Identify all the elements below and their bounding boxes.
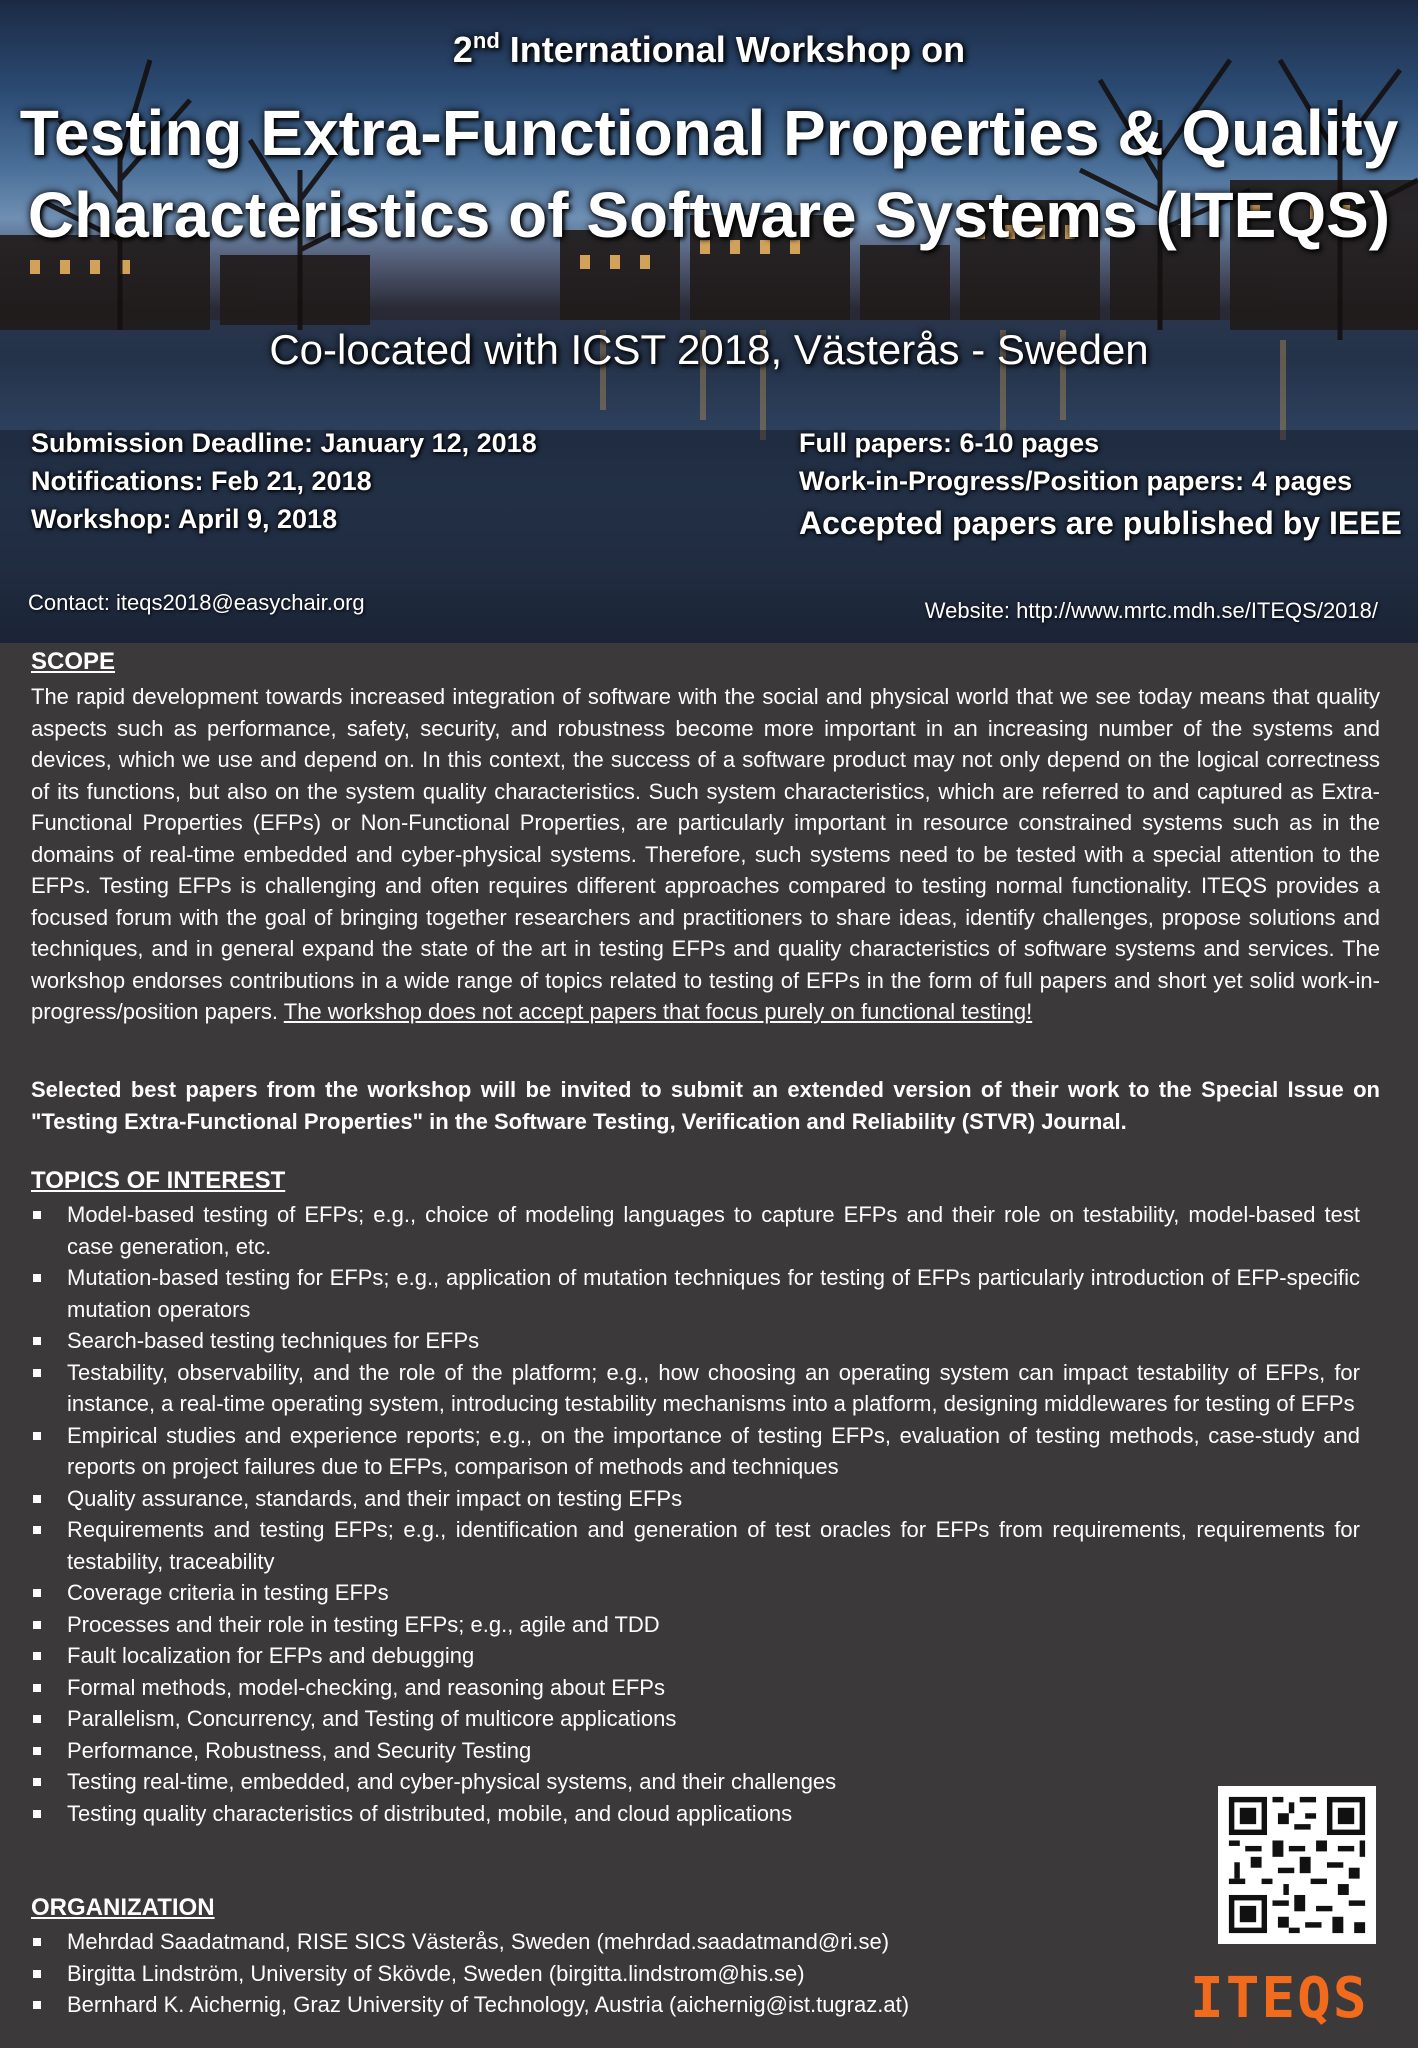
qr-code-image	[1218, 1786, 1376, 1944]
workshop-date: Workshop: April 9, 2018	[31, 504, 338, 534]
topic-item-text: Testing real-time, embedded, and cyber-physical systems, and their challenges	[67, 1769, 837, 1794]
topic-item-text: Formal methods, model-checking, and reasoning about EFPs	[67, 1674, 665, 1700]
topic-item	[31, 1483, 1360, 1515]
topic-item-text: Performance, Robustness, and Security Testing	[67, 1737, 532, 1763]
topic-item-text: Coverage criteria in testing EFPs	[67, 1580, 389, 1605]
colocated-note: Co-located with ICST 2018, Västerås - Sweden	[269, 326, 1149, 373]
bullet-icon	[33, 1652, 41, 1660]
topic-item	[31, 1609, 1360, 1641]
organizer-item-text: Birgitta Lindström, University of Skövde, Sweden (birgitta.lindstrom@his.se)	[67, 1960, 805, 1986]
topic-item	[31, 1672, 1360, 1704]
qr-code[interactable]	[1218, 1786, 1376, 1944]
topic-item	[31, 1325, 1360, 1357]
bullet-icon	[33, 1970, 41, 1978]
topic-item	[31, 1766, 1360, 1798]
topic-item	[31, 1577, 1360, 1609]
organizer-item	[31, 1958, 1360, 1990]
topic-item	[31, 1262, 1360, 1325]
topic-item	[31, 1640, 1360, 1672]
bullet-icon	[33, 1432, 41, 1440]
special-issue-note: Selected best papers from the workshop will be invited to submit an extended version of their work to the Special Issue on "Testing Extra-Functional Properties" in the Software Testing, Verification and Reliability (STVR) Journal.	[31, 1077, 1380, 1134]
paper-info	[799, 424, 1402, 546]
organizer-item-text: Mehrdad Saadatmand, RISE SICS Västerås, Sweden (mehrdad.saadatmand@ri.se)	[67, 1929, 890, 1954]
topic-item	[31, 1703, 1360, 1735]
bullet-icon	[33, 1810, 41, 1818]
notification-date: Notifications: Feb 21, 2018	[31, 466, 372, 496]
topic-item-text: Model-based testing of EFPs; e.g., choice of modeling languages to capture EFPs and their role on testability, model-based test case generation, etc.	[67, 1202, 1360, 1259]
bullet-icon	[33, 1621, 41, 1629]
website-link[interactable]: Website: http://www.mrtc.mdh.se/ITEQS/2018/	[924, 598, 1378, 623]
ieee-note: Accepted papers are published by IEEE	[799, 505, 1402, 541]
bullet-icon	[33, 1778, 41, 1786]
bullet-icon	[33, 2001, 41, 2009]
topic-item	[31, 1420, 1360, 1483]
page-title: Testing Extra-Functional Properties & Quality Characteristics of Software Systems (ITEQS)	[19, 97, 1399, 251]
bullet-icon	[33, 1274, 41, 1282]
important-dates	[31, 424, 537, 538]
full-papers-length: Full papers: 6-10 pages	[799, 428, 1100, 458]
topic-item	[31, 1514, 1360, 1577]
workshop-edition: 2nd International Workshop on	[452, 28, 966, 70]
bullet-icon	[33, 1369, 41, 1377]
bullet-icon	[33, 1589, 41, 1597]
scope-heading: SCOPE	[31, 648, 116, 675]
topic-item	[31, 1735, 1360, 1767]
wip-papers-length: Work-in-Progress/Position papers: 4 pages	[799, 466, 1353, 496]
organizer-item	[31, 1989, 1360, 2021]
bullet-icon	[33, 1938, 41, 1946]
topic-item	[31, 1199, 1360, 1262]
topic-item-text: Quality assurance, standards, and their impact on testing EFPs	[67, 1485, 683, 1511]
topic-item-text: Processes and their role in testing EFPs; e.g., agile and TDD	[67, 1611, 660, 1637]
organizer-item-text: Bernhard K. Aichernig, Graz University of Technology, Austria (aichernig@ist.tugraz.at)	[67, 1992, 910, 2017]
bullet-icon	[33, 1684, 41, 1692]
topic-item-text: Requirements and testing EFPs; e.g., identification and generation of test oracles for EFPs from requirements, requirements for testability, traceability	[67, 1517, 1360, 1574]
iteqs-logo: ITEQS	[1190, 1966, 1369, 2031]
functional-testing-note: The workshop does not accept papers that focus purely on functional testing!	[283, 999, 1033, 1024]
bullet-icon	[33, 1337, 41, 1345]
topic-item-text: Empirical studies and experience reports; e.g., on the importance of testing EFPs, evaluation of testing methods, case-study and reports on project failures due to EFPs, comparison of methods and techniques	[67, 1422, 1360, 1479]
contact-email[interactable]: Contact: iteqs2018@easychair.org	[28, 590, 365, 615]
topic-item	[31, 1357, 1360, 1420]
bullet-icon	[33, 1526, 41, 1534]
topic-item-text: Mutation-based testing for EFPs; e.g., application of mutation techniques for testing of EFPs particularly introduction of EFP-specific mutation operators	[67, 1265, 1360, 1322]
bullet-icon	[33, 1211, 41, 1219]
topic-item	[31, 1798, 1360, 1830]
topic-item-text: Search-based testing techniques for EFPs	[67, 1328, 480, 1353]
topics-list	[31, 1199, 1360, 1829]
topics-heading: TOPICS OF INTEREST	[31, 1167, 286, 1194]
bullet-icon	[33, 1747, 41, 1755]
header-photo	[0, 0, 1418, 643]
organizers-list	[31, 1926, 1360, 2021]
topic-item-text: Testability, observability, and the role of the platform; e.g., how choosing an operating system can impact testability of EFPs, for instance, a real-time operating system, introducing testability mechanisms into a platform, designing middlewares for testing of EFPs	[67, 1359, 1360, 1416]
submission-deadline: Submission Deadline: January 12, 2018	[31, 428, 537, 458]
topic-item-text: Fault localization for EFPs and debugging	[67, 1643, 475, 1668]
bullet-icon	[33, 1495, 41, 1503]
scope-text: The rapid development towards increased integration of software with the social and physical world that we see today means that quality aspects such as performance, safety, security, and robustness become more important in an increasing number of the systems and devices, which we use and depend on. In this context, the success of a software product may not only depend on the logical correctness of its functions, but also on the system quality characteristics. Such system characteristics, which are referred to and captured as Extra-Functional Properties (EFPs) or Non-Functional Properties, are particularly important in resource constrained systems such as in the domains of real-time embedded and cyber-physical systems. Therefore, such systems need to be tested with a special attention to the EFPs. Testing EFPs is challenging and often requires different approaches compared to testing normal functionality. ITEQS provides a focused forum with the goal of bringing together researchers and practitioners to share ideas, identify challenges, propose solutions and techniques, and in general expand the state of the art in testing EFPs and quality characteristics of software systems and services. The workshop endorses contributions in a wide range of topics related to testing of EFPs in the form of full papers and short yet solid work-in-progress/position papers. The workshop does not accept papers that focus purely on functional testing!	[31, 684, 1380, 1024]
topic-item-text: Parallelism, Concurrency, and Testing of multicore applications	[67, 1706, 677, 1731]
topic-item-text: Testing quality characteristics of distributed, mobile, and cloud applications	[67, 1800, 793, 1826]
organization-heading: ORGANIZATION	[31, 1894, 215, 1921]
organizer-item	[31, 1926, 1360, 1958]
bullet-icon	[33, 1715, 41, 1723]
